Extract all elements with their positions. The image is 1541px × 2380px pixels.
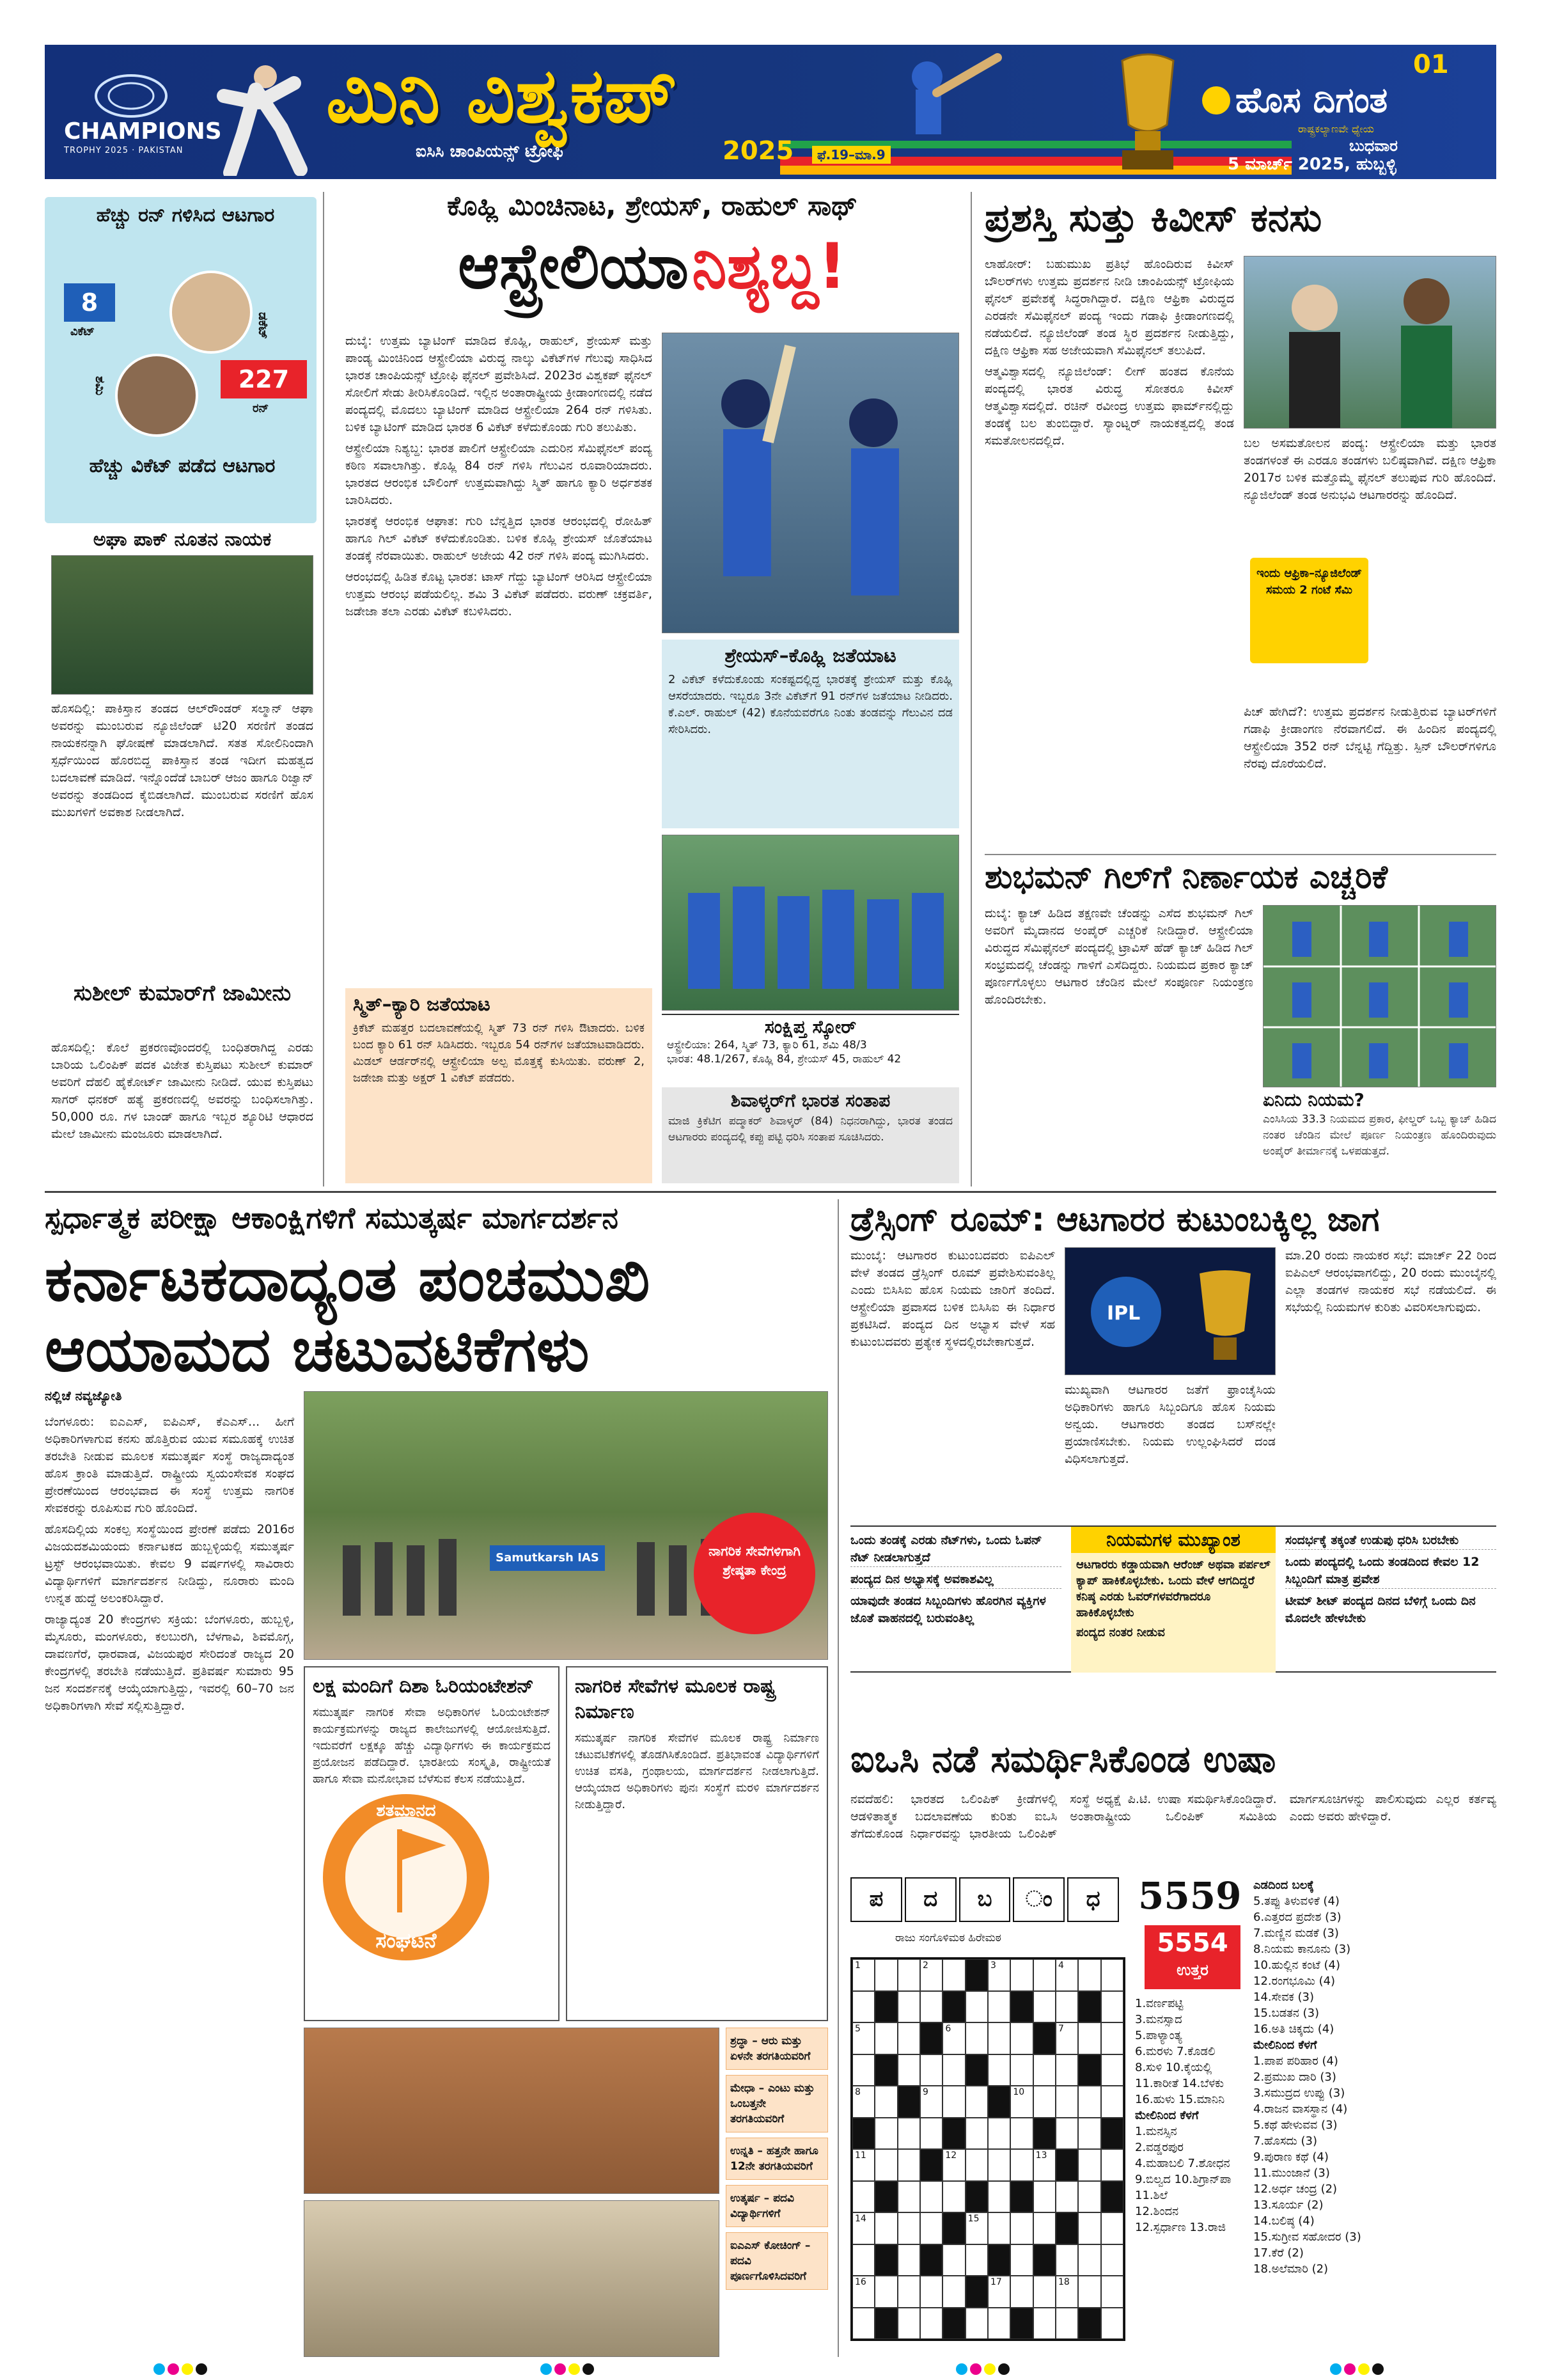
clue: 5.ತಪ್ಪು ತಿಳುವಳಿಕೆ (4) bbox=[1253, 1895, 1340, 1908]
registration-mark bbox=[196, 2363, 207, 2375]
rule-answer: ಎಂಸಿಸಿಯ 33.3 ನಿಯಮದ ಪ್ರಕಾರ, ಫೀಲ್ಡರ್ ಒಬ್ಬ ಕ್ಯಾಚ್ ಹಿಡಿದ ನಂತರ ಚೆಂಡಿನ ಮೇಲೆ ಪೂರ್ಣ ನಿಯಂತ್ರಣ ಹೊಂದಿರುವುದು ಅಂಪೈರ್ ತೀರ್ಮಾನಕ್ಕೆ ಒಳಪಡುತ್ತದೆ. bbox=[1263, 1113, 1496, 1158]
stats-bottom-value: 227 bbox=[221, 360, 307, 398]
stats-top-side-label: ಡಕೆಟ್ bbox=[256, 312, 271, 340]
clue: 2.ವಡ್ಡರಪುರ bbox=[1135, 2141, 1184, 2154]
stats-bottom-unit: ರನ್ bbox=[253, 402, 269, 415]
clue: 12.ರಂಗಭೂಮಿ (4) bbox=[1253, 1974, 1336, 1988]
ipl-body2: ಮುಖ್ಯವಾಗಿ ಆಟಗಾರರ ಜತೆಗೆ ಫ್ರಾಂಚೈಸಿಯ ಅಧಿಕಾರಿಗಳು ಹಾಗೂ ಸಿಬ್ಬಂದಿಗೂ ಹೊಸ ನಿಯಮ ಅನ್ವಯ. ಆಟಗಾರರು ತಂಡದ ಬಸ್‌ನಲ್ಲೇ ಪ್ರಯಾಣಿಸಬೇಕು. ನಿಯಮ ಉಲ್ಲಂಘಿಸಿದರೆ ದಂಡ ವಿಧಿಸಲಾಗುತ್ತದೆ. bbox=[1065, 1383, 1276, 1466]
stats-top-value: 8 bbox=[64, 283, 115, 322]
weekday: ಬುಧವಾರ bbox=[1349, 137, 1398, 155]
centenary-bottom: ಸಂಘಟನೆ bbox=[375, 1928, 437, 1953]
scorecard-aus: ಆಸ್ಟ್ರೇಲಿಯಾ: 264, ಸ್ಮಿತ್ 73, ಕ್ಯಾರಿ 61, ಶಮಿ 48/3 bbox=[667, 1039, 867, 1052]
crossword-title-letter: ಬ bbox=[959, 1877, 1011, 1922]
pakistan-players-photo bbox=[51, 555, 313, 695]
edu-headline-2: ಆಯಾಮದ ಚಟುವಟಿಕೆಗಳು bbox=[45, 1314, 590, 1385]
smith-carey-box bbox=[345, 988, 652, 1183]
stats-box bbox=[45, 197, 317, 523]
banner-text: Samutkarsh IAS bbox=[490, 1545, 605, 1571]
rule-item: ಆಟಗಾರರು ಕಡ್ಡಾಯವಾಗಿ ಆರೆಂಜ್ ಅಥವಾ ಪರ್ಪಲ್ ಕ್ಯಾಪ್ ಹಾಕಿಕೊಳ್ಳಬೇಕು. ಒಂದು ವೇಳೆ ಆಗದಿದ್ದರೆ ಕನಿಷ್ಠ ಎರಡು ಓವರ್‌ಗಳವರೆಗಾದರೂ ಹಾಕಿಕೊಳ್ಳಬೇಕು bbox=[1076, 1558, 1271, 1620]
masthead bbox=[45, 45, 1496, 179]
rule-item: ಒಂದು ಪಂದ್ಯದಲ್ಲಿ ಒಂದು ತಂಡದಿಂದ ಕೇವಲ 12 ಸಿಬ್ಬಂದಿಗೆ ಮಾತ್ರ ಪ್ರವೇಶ bbox=[1285, 1554, 1496, 1589]
crossword-author: ರಾಜು ಸಂಗೊಳಿಮಠ ಹಿರೇಮಠ bbox=[895, 1932, 1001, 1944]
clue: 9.ಪುರಾಣ ಕಥೆ (4) bbox=[1253, 2150, 1329, 2164]
nz-body4: ಪಿಚ್ ಹೇಗಿದೆ?: ಉತ್ತಮ ಪ್ರದರ್ಶನ ನೀಡುತ್ತಿರುವ ಬ್ಯಾಟರ್‌ಗಳಿಗೆ ಗಡಾಫಿ ಕ್ರೀಡಾಂಗಣ ನೆರವಾಗಲಿದೆ. ಈ ಹಿಂದಿನ ಪಂದ್ಯದಲ್ಲಿ ಆಸ್ಟ್ರೇಲಿಯಾ 352 ರನ್ ಬೆನ್ನಟ್ಟಿ ಗೆದ್ದಿತ್ತು. ಸ್ಪಿನ್ ಬೌಲರ್‌ಗಳಿಗೂ ನೆರವು ದೊರೆಯಲಿದೆ. bbox=[1244, 705, 1496, 771]
stats-bottom-label: ಹೆಚ್ಚು ವಿಕೆಟ್ ಪಡೆದ ಆಟಗಾರ bbox=[89, 455, 276, 477]
crossword-title-letter: ಂ bbox=[1013, 1877, 1065, 1922]
clue: 1.ವರ್ಣಪಟ್ಟಿ bbox=[1135, 1997, 1184, 2010]
trophy-icon bbox=[1106, 48, 1189, 179]
crossword-title-letter: ದ bbox=[905, 1877, 957, 1922]
rule-item: ಸಂದರ್ಭಕ್ಕೆ ತಕ್ಕಂತೆ ಉಡುಪು ಧರಿಸಿ ಬರಬೇಕು bbox=[1285, 1532, 1496, 1550]
orientation-body: ಸಮುತ್ಕರ್ಷ ನಾಗರಿಕ ಸೇವಾ ಅಧಿಕಾರಿಗಳ ಓರಿಯಂಟೇಶನ್ ಕಾರ್ಯಕ್ರಮಗಳನ್ನು ರಾಜ್ಯದ ಕಾಲೇಜುಗಳಲ್ಲಿ ಆಯೋಜಿಸುತ್ತಿದೆ. ಇದುವರೆಗೆ ಲಕ್ಷಕ್ಕೂ ಹೆಚ್ಚು ವಿದ್ಯಾರ್ಥಿಗಳು ಈ ಕಾರ್ಯಕ್ರಮದ ಪ್ರಯೋಜನ ಪಡೆದಿದ್ದಾರೆ. ಭಾರತೀಯ ಸಂಸ್ಕೃತಿ, ರಾಷ್ಟ್ರೀಯತೆ ಹಾಗೂ ಸೇವಾ ಮನೋಭಾವ ಬೆಳೆಸುವ ಕೆಲಸ ನಡೆಯುತ್ತಿದೆ. bbox=[313, 1706, 551, 1786]
clue: 6.ಎತ್ತರದ ಪ್ರದೇಶ (3) bbox=[1253, 1911, 1342, 1924]
paper-logo-icon bbox=[1202, 86, 1230, 114]
clues bbox=[1253, 1877, 1496, 2357]
crossword-title-letter: ಪ bbox=[850, 1877, 902, 1922]
lead-kicker: ಕೊಹ್ಲಿ ಮಿಂಚಿನಾಟ, ಶ್ರೇಯಸ್, ರಾಹುಲ್ ಸಾಥ್ bbox=[447, 190, 857, 221]
ipl-body: ಮುಂಬೈ: ಆಟಗಾರರ ಕುಟುಂಬದವರು ಐಪಿಎಲ್ ವೇಳೆ ತಂಡದ ಡ್ರೆಸ್ಸಿಂಗ್ ರೂಮ್ ಪ್ರವೇಶಿಸುವಂತಿಲ್ಲ ಎಂದು ಬಿಸಿಸಿಐ ಹೊಸ ನಿಯಮ ಜಾರಿಗೆ ತಂದಿದೆ. ಆಸ್ಟ್ರೇಲಿಯಾ ಪ್ರವಾಸದ ಬಳಿಕ ಬಿಸಿಸಿಐ ಈ ನಿರ್ಧಾರ ಪ್ರಕಟಿಸಿದೆ. ಪಂದ್ಯದ ದಿನ ಅಭ್ಯಾಸ ವೇಳೆ ಸಹ ಕುಟುಂಬದವರು ಪ್ರತ್ಯೇಕ ಸ್ಥಳದಲ್ಲಿರಬೇಕಾಗುತ್ತದೆ. bbox=[850, 1249, 1055, 1349]
registration-mark bbox=[568, 2363, 580, 2375]
registration-mark bbox=[1372, 2363, 1384, 2375]
list-item: ಉನ್ನತಿ – ಹತ್ತನೇ ಹಾಗೂ 12ನೇ ತರಗತಿಯವರಿಗೆ bbox=[726, 2138, 828, 2180]
rule-item: ಪಂದ್ಯದ ನಂತರ ನೀಡುವ bbox=[1076, 1626, 1165, 1640]
match-badge: ಇಂದು ಆಫ್ರಿಕಾ–ನ್ಯೂಜಿಲೆಂಡ್ ಸಮಯ 2 ಗಂಟೆ ಸೆಮಿ bbox=[1250, 558, 1368, 663]
clue: 14.ಬಲಿಷ್ಠ (4) bbox=[1253, 2214, 1315, 2228]
svg-text:IPL: IPL bbox=[1107, 1302, 1141, 1325]
paper-tagline: ರಾಷ್ಟ್ರಕಲ್ಯಾಣವೇ ಧ್ಯೇಯ bbox=[1298, 123, 1374, 135]
gill-catch-photo bbox=[1263, 905, 1496, 1087]
clue: 9.ಬಿಲ್ವದ 10.ಶಿಗ್ರಾನ್‌ಪಾ bbox=[1135, 2173, 1232, 2186]
registration-mark bbox=[1330, 2363, 1342, 2375]
divider bbox=[838, 1199, 839, 2357]
clue: 1.ಪಾಪ ಪರಿಹಾರ (4) bbox=[1253, 2054, 1338, 2068]
masthead-subtitle: ಐಸಿಸಿ ಚಾಂಪಿಯನ್ಸ್ ಟ್ರೋಫಿ bbox=[416, 142, 563, 161]
edu-kicker: ಸ್ಪರ್ಧಾತ್ಮಕ ಪರೀಕ್ಷಾ ಆಕಾಂಕ್ಷಿಗಳಿಗೆ ಸಮುತ್ಕರ್ಷ ಮಾರ್ಗದರ್ಶನ bbox=[45, 1201, 618, 1235]
clue: 13.ಸೂರ್ಯ (2) bbox=[1253, 2198, 1324, 2212]
lead-body: ದುಬೈ: ಉತ್ತಮ ಬ್ಯಾಟಿಂಗ್ ಮಾಡಿದ ಕೊಹ್ಲಿ, ರಾಹುಲ್, ಶ್ರೇಯಸ್ ಮತ್ತು ಪಾಂಡ್ಯ ಮಿಂಚಿನಿಂದ ಆಸ್ಟ್ರೇಲಿಯಾ ವಿರುದ್ಧ ನಾಲ್ಕು ವಿಕೆಟ್‌ಗಳ ಗೆಲುವು ಸಾಧಿಸಿದ ಭಾರತ ಚಾಂಪಿಯನ್ಸ್ ಟ್ರೋಫಿ ಫೈನಲ್ ಪ್ರವೇಶಿಸಿದೆ. 2023ರ ವಿಶ್ವಕಪ್ ಫೈನಲ್ ಸೋಲಿಗೆ ಸೇಡು ತೀರಿಸಿಕೊಂಡಿದೆ. ಇಲ್ಲಿನ ಅಂತಾರಾಷ್ಟ್ರೀಯ ಕ್ರೀಡಾಂಗಣದಲ್ಲಿ ನಡೆದ ಪಂದ್ಯದಲ್ಲಿ ಮೊದಲು ಬ್ಯಾಟಿಂಗ್ ಮಾಡಿದ ಆಸ್ಟ್ರೇಲಿಯಾ 264 ರನ್ ಗಳಿಸಿತು. ಬಳಿಕ ಬ್ಯಾಟಿಂಗ್ ಮಾಡಿದ ಭಾರತ 6 ವಿಕೆಟ್ ಕಳೆದುಕೊಂಡು ಗುರಿ ತಲುಪಿತು. ಆಸ್ಟ್ರೇಲಿಯಾ ನಿಶ್ಯಬ್ದ: ಭಾರತ ಪಾಲಿಗೆ ಆಸ್ಟ್ರೇಲಿಯಾ ಎದುರಿನ ಸೆಮಿಫೈನಲ್ ಪಂದ್ಯ ಕಠಿಣ ಸವಾಲಾಗಿತ್ತು. ಕೊಹ್ಲಿ 84 ರನ್ ಗಳಿಸಿ ಗೆಲುವಿನ ರೂವಾರಿಯಾದರು. ಭಾರತದ ಆರಂಭಿಕ ಬೌಲಿಂಗ್ ಉತ್ತಮವಾಗಿದ್ದು ಸ್ಮಿತ್ ಹಾಗೂ ಕ್ಯಾರಿ ಅರ್ಧಶತಕ ಬಾರಿಸಿದರು. ಭಾರತಕ್ಕೆ ಆರಂಭಿಕ ಆಘಾತ: ಗುರಿ ಬೆನ್ನತ್ತಿದ ಭಾರತ ಆರಂಭದಲ್ಲಿ ರೋಹಿತ್ ಹಾಗೂ ಗಿಲ್ ವಿಕೆಟ್ ಕಳೆದುಕೊಂಡಿತು. ಬಳಿಕ ಕೊಹ್ಲಿ ಶ್ರೇಯಸ್ ಜೊತೆಯಾಟ ತಂಡಕ್ಕೆ ನೆರವಾಯಿತು. ರಾಹುಲ್ ಅಜೇಯ 42 ರನ್ ಗಳಿಸಿ ಪಂದ್ಯ ಮುಗಿಸಿದರು. ಆರಂಭದಲ್ಲಿ ಹಿಡಿತ ಕೊಟ್ಟ ಭಾರತ: ಟಾಸ್ ಗೆದ್ದು ಬ್ಯಾಟಿಂಗ್ ಆರಿಸಿದ ಆಸ್ಟ್ರೇಲಿಯಾ ಉತ್ತಮ ಆರಂಭ ಪಡೆಯಲಿಲ್ಲ. ಶಮಿ 3 ವಿಕೆಟ್ ಪಡೆದರು. ವರುಣ್ ಚಕ್ರವರ್ತಿ, ಜಡೇಜಾ ತಲಾ ಎರಡು ವಿಕೆಟ್ ಕಬಳಿಸಿದರು. bbox=[345, 334, 652, 619]
registration-mark bbox=[1358, 2363, 1370, 2375]
nz-body: ಲಾಹೋರ್: ಬಹುಮುಖ ಪ್ರತಿಭೆ ಹೊಂದಿರುವ ಕಿವೀಸ್ ಬೌಲರ್‌ಗಳು ಉತ್ತಮ ಪ್ರದರ್ಶನ ನೀಡಿ ಚಾಂಪಿಯನ್ಸ್ ಟ್ರೋಫಿಯ ಫೈನಲ್ ಪ್ರವೇಶಕ್ಕೆ ಸಿದ್ಧರಾಗಿದ್ದಾರೆ. ದಕ್ಷಿಣ ಆಫ್ರಿಕಾ ವಿರುದ್ಧದ ಎರಡನೇ ಸೆಮಿಫೈನಲ್ ಪಂದ್ಯ ಇಂದು ಗಡಾಫಿ ಕ್ರೀಡಾಂಗಣದಲ್ಲಿ ನಡೆಯಲಿದೆ. ನ್ಯೂಜಿಲೆಂಡ್ ತಂಡ ಸ್ಥಿರ ಪ್ರದರ್ಶನ ನೀಡುತ್ತಿದ್ದು, ದಕ್ಷಿಣ ಆಫ್ರಿಕಾ ಸಹ ಅಜೇಯವಾಗಿ ಸೆಮಿಫೈನಲ್ ತಲುಪಿದೆ. ಆತ್ಮವಿಶ್ವಾಸದಲ್ಲಿ ನ್ಯೂಜಿಲೆಂಡ್: ಲೀಗ್ ಹಂತದ ಕೊನೆಯ ಪಂದ್ಯದಲ್ಲಿ ಭಾರತ ವಿರುದ್ಧ ಸೋತರೂ ಕಿವೀಸ್ ಆತ್ಮವಿಶ್ವಾಸದಲ್ಲಿದೆ. ರಚಿನ್ ರವೀಂದ್ರ ಉತ್ತಮ ಫಾರ್ಮ್‌ನಲ್ಲಿದ್ದು ತಂಡಕ್ಕೆ ಬಲ ತುಂಬಿದ್ದಾರೆ. ಸ್ಯಾಂಟ್ನರ್ ನಾಯಕತ್ವದಲ್ಲಿ ತಂಡ ಸಮತೋಲನದಲ್ಲಿದೆ. bbox=[985, 257, 1234, 448]
rule-explainer bbox=[1263, 1091, 1496, 1183]
centenary-top: ಶತಮಾನದ bbox=[376, 1801, 436, 1820]
registration-mark bbox=[583, 2363, 594, 2375]
clue: 2.ಪ್ರಮುಖ ದಾರಿ (3) bbox=[1253, 2070, 1336, 2084]
clue: 8.ಸುಳಿ 10.ಕೈಯಲ್ಲಿ bbox=[1135, 2061, 1212, 2074]
clue: 18.ಅಲೆಮಾರಿ (2) bbox=[1253, 2262, 1329, 2276]
rule-item: ಒಂದು ತಂಡಕ್ಕೆ ಎರಡು ನೆಟ್‌ಗಳು, ಒಂದು ಓಪನ್ ನೆಟ್ ನೀಡಲಾಗುತ್ತದೆ bbox=[850, 1532, 1061, 1567]
clue: 1.ಮನಸ್ಸಿನ bbox=[1135, 2125, 1177, 2138]
registration-mark bbox=[182, 2363, 193, 2375]
partnership-box bbox=[662, 640, 959, 828]
crossword-grid[interactable]: 1 2 3 4 5 6 7 8 9 10 11 12 13 14 15 16 17 18 bbox=[850, 1957, 1125, 2341]
rule-item: ಟೀಮ್ ಶೀಟ್ ಪಂದ್ಯದ ದಿನದ ಬೆಳಿಗ್ಗೆ ಒಂದು ದಿನ ಮೊದಲೇ ಹೇಳಬೇಕು bbox=[1285, 1594, 1476, 1625]
registration-mark bbox=[153, 2363, 165, 2375]
divider bbox=[323, 192, 324, 1186]
clue: 3.ಸಮುದ್ರದ ಉಪ್ಪು (3) bbox=[1253, 2086, 1345, 2100]
classroom-photo bbox=[304, 2028, 719, 2194]
clue: ಮೇಲಿನಿಂದ ಕೆಳಗೆ bbox=[1135, 2109, 1199, 2122]
scorecard-box bbox=[662, 1014, 959, 1084]
gill-headline: ಶುಭಮನ್ ಗಿಲ್‌ಗೆ ನಿರ್ಣಾಯಕ ಎಚ್ಚರಿಕೆ bbox=[985, 858, 1388, 895]
ipl-body3: ಮಾ.20 ರಂದು ನಾಯಕರ ಸಭೆ: ಮಾರ್ಚ್ 22 ರಿಂದ ಐಪಿಎಲ್ ಆರಂಭವಾಗಲಿದ್ದು, 20 ರಂದು ಮುಂಬೈನಲ್ಲಿ ಎಲ್ಲಾ ತಂಡಗಳ ನಾಯಕರ ಸಭೆ ನಡೆಯಲಿದೆ. ಈ ಸಭೆಯಲ್ಲಿ ನಿಯಮಗಳ ಕುರಿತು ವಿವರಿಸಲಾಗುವುದು. bbox=[1285, 1249, 1496, 1314]
stats-bottom-side-label: ಶಮಿ bbox=[93, 376, 108, 396]
clue: 5.ಪಾಳ್ಯಾಂತ್ಯ bbox=[1135, 2029, 1182, 2042]
clue: 14.ಸೇವಕ (3) bbox=[1253, 1990, 1314, 2004]
clue: 6.ಮರಳು 7.ಕೊಡಲಿ bbox=[1135, 2045, 1216, 2058]
kohli-rahul-photo bbox=[662, 333, 959, 633]
lead-headline bbox=[345, 230, 959, 304]
clue: 7.ಹೊಸದು (3) bbox=[1253, 2134, 1317, 2148]
partnership-headline: ಶ್ರೇಯಸ್–ಕೊಹ್ಲಿ ಜತೆಯಾಟ bbox=[724, 645, 896, 667]
prev-answers bbox=[1135, 1996, 1247, 2354]
bowler-figure bbox=[205, 58, 320, 176]
usha-headline: ಐಒಸಿ ನಡೆ ಸಮರ್ಥಿಸಿಕೊಂಡ ಉಷಾ bbox=[850, 1737, 1276, 1781]
clue: 12.ಅರ್ಧ ಚಂದ್ರ (2) bbox=[1253, 2182, 1338, 2196]
clue: 11.ಶಿಲೆ bbox=[1135, 2189, 1168, 2202]
clue: 15.ಸುಗ್ರೀವ ಸಹೋದರ (3) bbox=[1253, 2230, 1361, 2244]
sushil-headline: ಸುಶೀಲ್ ಕುಮಾರ್‌ಗೆ ಜಾಮೀನು bbox=[73, 981, 292, 1006]
shivalkar-box bbox=[662, 1087, 959, 1183]
clue: 7.ಮಣ್ಣಿನ ಮಡಕೆ (3) bbox=[1253, 1927, 1339, 1940]
shivalkar-headline: ಶಿವಾಳ್ಕರ್‌ಗೆ ಭಾರತ ಸಂತಾಪ bbox=[730, 1090, 891, 1111]
rule-item: ಯಾವುದೇ ತಂಡದ ಸಿಬ್ಬಂದಿಗಳು ಹೊರಗಿನ ವ್ಯಕ್ತಿಗಳ ಜೊತೆ ವಾಹನದಲ್ಲಿ ಬರುವಂತಿಲ್ಲ bbox=[850, 1594, 1046, 1625]
divider bbox=[45, 1191, 1496, 1193]
edu-photo-badge: ನಾಗರಿಕ ಸೇವೆಗಳಿಗಾಗಿ ಶ್ರೇಷ್ಠತಾ ಕೇಂದ್ರ bbox=[694, 1513, 815, 1634]
masthead-title: ಮಿನಿ ವಿಶ್ವಕಪ್ bbox=[326, 51, 677, 139]
divider bbox=[985, 854, 1496, 855]
pak-body: ಹೊಸದಿಲ್ಲಿ: ಪಾಕಿಸ್ತಾನ ತಂಡದ ಆಲ್‌ರೌಂಡರ್ ಸಲ್ಮಾನ್ ಆಘಾ ಅವರನ್ನು ಮುಂಬರುವ ನ್ಯೂಜಿಲೆಂಡ್ ಟಿ20 ಸರಣಿಗೆ ತಂಡದ ನಾಯಕನನ್ನಾಗಿ ಘೋಷಣೆ ಮಾಡಲಾಗಿದೆ. ಸತತ ಸೋಲಿನಿಂದಾಗಿ ಸ್ಪರ್ಧೆಯಿಂದ ಹೊರಬಿದ್ದ ಪಾಕಿಸ್ತಾನ ತಂಡ ಇದೀಗ ಮಹತ್ವದ ಬದಲಾವಣೆ ಮಾಡಿದೆ. ಇನ್ನೊಂದೆಡೆ ಬಾಬರ್ ಆಜಂ ಹಾಗೂ ರಿಜ್ವಾನ್ ಅವರನ್ನು ತಂಡದಿಂದ ಕೈಬಿಡಲಾಗಿದೆ. ಮುಂಬರುವ ಸರಣಿಗೆ ಹೊಸ ಮುಖಗಳಿಗೆ ಅವಕಾಶ ನೀಡಲಾಗಿದೆ. bbox=[51, 702, 313, 819]
orientation-headline: ಲಕ್ಷ ಮಂದಿಗೆ ದಿಶಾ ಓರಿಯಂಟೇಶನ್ bbox=[313, 1675, 534, 1698]
registration-mark bbox=[998, 2363, 1010, 2375]
gill-body: ದುಬೈ: ಕ್ಯಾಚ್ ಹಿಡಿದ ತಕ್ಷಣವೇ ಚೆಂಡನ್ನು ಎಸೆದ ಶುಭಮನ್ ಗಿಲ್ ಅವರಿಗೆ ಮೈದಾನದ ಅಂಪೈರ್ ಎಚ್ಚರಿಕೆ ನೀಡಿದ್ದಾರೆ. ಆಸ್ಟ್ರೇಲಿಯಾ ವಿರುದ್ಧದ ಸೆಮಿಫೈನಲ್ ಪಂದ್ಯದಲ್ಲಿ ಟ್ರಾವಿಸ್ ಹೆಡ್ ಕ್ಯಾಚ್ ಹಿಡಿದ ಗಿಲ್ ಸಂಭ್ರಮದಲ್ಲಿ ಚೆಂಡನ್ನು ಗಾಳಿಗೆ ಎಸೆದಿದ್ದರು. ನಿಯಮದ ಪ್ರಕಾರ ಕ್ಯಾಚ್ ಪೂರ್ಣಗೊಳ್ಳಲು ಆಟಗಾರ ಚೆಂಡಿನ ಮೇಲೆ ಸಂಪೂರ್ಣ ನಿಯಂತ್ರಣ ಹೊಂದಿರಬೇಕು. bbox=[985, 906, 1253, 1007]
event-logo: CHAMPIONS bbox=[64, 118, 222, 145]
clue: 8.ನಿಯಮ ಕಾನೂನು (3) bbox=[1253, 1943, 1351, 1956]
centenary-logo bbox=[304, 1785, 508, 1970]
india-team-photo bbox=[662, 835, 959, 1011]
nz-body2: ಬಲ ಅಸಮತೋಲನ ಪಂದ್ಯ: ಆಸ್ಟ್ರೇಲಿಯಾ ಮತ್ತು ಭಾರತ ತಂಡಗಳಂತೆ ಈ ಎರಡೂ ತಂಡಗಳು ಬಲಿಷ್ಠವಾಗಿವೆ. ದಕ್ಷಿಣ ಆಫ್ರಿಕಾ 2017ರ ಬಳಿಕ ಮತ್ತೊಮ್ಮೆ ಫೈನಲ್ ತಲುಪುವ ಗುರಿ ಹೊಂದಿದೆ. ನ್ಯೂಜಿಲೆಂಡ್ ತಂಡ ಅನುಭವಿ ಆಟಗಾರರನ್ನು ಹೊಂದಿದೆ. bbox=[1244, 436, 1496, 502]
clue: 15.ಬಡತನ (3) bbox=[1253, 2006, 1320, 2020]
list-item: ಶ್ರದ್ಧಾ – ಆರು ಮತ್ತು ಏಳನೇ ತರಗತಿಯವರಿಗೆ bbox=[726, 2028, 828, 2070]
stats-top-unit: ವಿಕೆಟ್ bbox=[70, 325, 95, 338]
nation-building-box bbox=[566, 1666, 828, 2021]
batter-figure bbox=[876, 51, 1010, 154]
clue: 5.ಕಥೆ ಹೇಳುವವ (3) bbox=[1253, 2118, 1338, 2132]
students-photo bbox=[304, 2200, 719, 2357]
nz-sa-captains-photo bbox=[1244, 256, 1496, 429]
clue: ಮೇಲಿನಿಂದ ಕೆಳಗೆ bbox=[1253, 2038, 1317, 2052]
clue: 11.ಮುಂಜಾನೆ (3) bbox=[1253, 2166, 1330, 2180]
crossword-title-letter: ಧ bbox=[1067, 1877, 1119, 1922]
event-logo-sub: TROPHY 2025 · PAKISTAN bbox=[64, 146, 184, 155]
nz-headline: ಪ್ರಶಸ್ತಿ ಸುತ್ತು ಕಿವೀಸ್ ಕನಸು bbox=[985, 196, 1322, 240]
program-list bbox=[726, 2028, 828, 2357]
smith-carey-headline: ಸ್ಮಿತ್–ಕ್ಯಾರಿ ಜತೆಯಾಟ bbox=[353, 993, 490, 1016]
ipl-logo-photo bbox=[1065, 1247, 1276, 1375]
lead-headline-a: ಆಸ್ಟ್ರೇಲಿಯಾ bbox=[458, 230, 689, 303]
list-item: ಉತ್ಕರ್ಷ – ಪದವಿ ವಿದ್ಯಾರ್ಥಿಗಳಿಗೆ bbox=[726, 2185, 828, 2227]
nation-building-headline: ನಾಗರಿಕ ಸೇವೆಗಳ ಮೂಲಕ ರಾಷ್ಟ್ರ ನಿರ್ಮಾಣ bbox=[575, 1675, 776, 1723]
prev-answer-badge: 5554 ಉತ್ತರ bbox=[1145, 1925, 1240, 1989]
clue: 10.ಹುಲ್ಲಿನ ಕಂಟೆ (4) bbox=[1253, 1958, 1340, 1972]
crossword-title bbox=[850, 1877, 1119, 1922]
clue: 17.ಕೆರೆ (2) bbox=[1253, 2246, 1304, 2260]
date: 5 ಮಾರ್ಚ್ 2025, ಹುಬ್ಬಳ್ಳಿ bbox=[1228, 155, 1396, 174]
clue: 16.ಅತಿ ಚಿಕ್ಕದು (4) bbox=[1253, 2022, 1334, 2036]
list-item: ಐಎಎಸ್ ಕೋಚಿಂಗ್ – ಪದವಿ ಪೂರ್ಣಗೊಳಿಸಿದವರಿಗೆ bbox=[726, 2232, 828, 2290]
registration-mark bbox=[956, 2363, 967, 2375]
list-item: ಮೇಧಾ – ಎಂಟು ಮತ್ತು ಒಂಬತ್ತನೇ ತರಗತಿಯವರಿಗೆ bbox=[726, 2075, 828, 2132]
clue: 4.ಮಹಾಬಲಿ 7.ಶೋಧನ bbox=[1135, 2157, 1230, 2170]
sushil-body: ಹೊಸದಿಲ್ಲಿ: ಕೊಲೆ ಪ್ರಕರಣವೊಂದರಲ್ಲಿ ಬಂಧಿತರಾಗಿದ್ದ ಎರಡು ಬಾರಿಯ ಒಲಿಂಪಿಕ್ ಪದಕ ವಿಜೇತ ಕುಸ್ತಿಪಟು ಸುಶೀಲ್ ಕುಮಾರ್ ಅವರಿಗೆ ದೆಹಲಿ ಹೈಕೋರ್ಟ್ ಜಾಮೀನು ನೀಡಿದೆ. ಯುವ ಕುಸ್ತಿಪಟು ಸಾಗರ್ ಧನಕರ್ ಹತ್ಯೆ ಪ್ರಕರಣದಲ್ಲಿ ಅವರನ್ನು ಬಂಧಿಸಲಾಗಿತ್ತು. 50,000 ರೂ. ಗಳ ಬಾಂಡ್ ಹಾಗೂ ಇಬ್ಬರ ಶ್ಯೂರಿಟಿ ಆಧಾರದ ಮೇಲೆ ಜಾಮೀನು ಮಂಜೂರು ಮಾಡಲಾಗಿದೆ. bbox=[51, 1041, 313, 1141]
clue: 11.ಕಾರೀತೆ 14.ಬೆಳಕು bbox=[1135, 2077, 1224, 2090]
avatar bbox=[169, 271, 253, 354]
registration-mark bbox=[168, 2363, 179, 2375]
registration-mark bbox=[554, 2363, 566, 2375]
clue: 3.ಮನಸ್ಸಾದ bbox=[1135, 2013, 1182, 2026]
scorecard-ind: ಭಾರತ: 48.1/267, ಕೊಹ್ಲಿ 84, ಶ್ರೇಯಸ್ 45, ರಾಹುಲ್ 42 bbox=[667, 1053, 902, 1066]
registration-mark bbox=[1344, 2363, 1356, 2375]
edu-body: ಬೆಂಗಳೂರು: ಐಎಎಸ್, ಐಪಿಎಸ್, ಕೆಎಎಸ್... ಹೀಗೆ ಅಧಿಕಾರಿಗಳಾಗುವ ಕನಸು ಹೊತ್ತಿರುವ ಯುವ ಸಮೂಹಕ್ಕೆ ಉಚಿತ ತರಬೇತಿ ನೀಡುವ ಮೂಲಕ ಸಮುತ್ಕರ್ಷ ಸಂಸ್ಥೆ ರಾಜ್ಯದಾದ್ಯಂತ ಹೊಸ ಕ್ರಾಂತಿ ಮಾಡುತ್ತಿದೆ. ರಾಷ್ಟ್ರೀಯ ಸ್ವಯಂಸೇವಕ ಸಂಘದ ಪ್ರೇರಣೆಯಿಂದ ಆರಂಭವಾದ ಈ ಸಂಸ್ಥೆ ಉತ್ತಮ ನಾಗರಿಕ ಸೇವಕರನ್ನು ರೂಪಿಸುವ ಗುರಿ ಹೊಂದಿದೆ. ಹೊಸದಿಲ್ಲಿಯ ಸಂಕಲ್ಪ ಸಂಸ್ಥೆಯಿಂದ ಪ್ರೇರಣೆ ಪಡೆದು 2016ರ ವಿಜಯದಶಮಿಯಂದು ಕರ್ನಾಟಕದ ಹುಬ್ಬಳ್ಳಿಯಲ್ಲಿ ಸಮುತ್ಕರ್ಷ ಟ್ರಸ್ಟ್ ಆರಂಭವಾಯಿತು. ಕೇವಲ 9 ವರ್ಷಗಳಲ್ಲಿ ಸಾವಿರಾರು ವಿದ್ಯಾರ್ಥಿಗಳಿಗೆ ಮಾರ್ಗದರ್ಶನ ನೀಡಿದ್ದು, ನೂರಾರು ಮಂದಿ ಉನ್ನತ ಹುದ್ದೆ ಅಲಂಕರಿಸಿದ್ದಾರೆ. ರಾಜ್ಯಾದ್ಯಂತ 20 ಕೇಂದ್ರಗಳು ಸಕ್ರಿಯ: ಬೆಂಗಳೂರು, ಹುಬ್ಬಳ್ಳಿ, ಮೈಸೂರು, ಮಂಗಳೂರು, ಕಲಬುರಗಿ, ಬೆಳಗಾವಿ, ಶಿವಮೊಗ್ಗ, ದಾವಣಗೆರೆ, ಧಾರವಾಡ, ವಿಜಯಪುರ ಸೇರಿದಂತೆ ರಾಜ್ಯದ 20 ಕೇಂದ್ರಗಳಲ್ಲಿ ತರಬೇತಿ ನಡೆಯುತ್ತಿದೆ. ಪ್ರತಿವರ್ಷ ಸುಮಾರು 95 ಜನ ಸಂದರ್ಶನಕ್ಕೆ ಆಯ್ಕೆಯಾಗುತ್ತಿದ್ದು, ಇವರಲ್ಲಿ 60–70 ಜನ ಅಧಿಕಾರಿಗಳಾಗಿ ಸೇವೆ ಸಲ್ಲಿಸುತ್ತಿದ್ದಾರೆ. bbox=[45, 1415, 294, 1713]
paper-name: ಹೊಸ ದಿಗಂತ bbox=[1202, 80, 1388, 121]
scorecard-headline: ಸಂಕ್ಷಿಪ್ತ ಸ್ಕೋರ್ bbox=[764, 1016, 857, 1037]
divider bbox=[971, 192, 972, 1186]
pak-headline: ಅಘಾ ಪಾಕ್ ನೂತನ ನಾಯಕ bbox=[93, 528, 272, 551]
edu-byline: ನಲ್ಲಿಚೆ ನವ್ಯಜ್ಯೋತಿ bbox=[45, 1388, 122, 1403]
clue: 4.ರಾಜನ ವಾಸಸ್ಥಾನ (4) bbox=[1253, 2102, 1348, 2116]
lead-headline-b: ನಿಶ್ಯಬ್ದ! bbox=[692, 230, 847, 303]
registration-mark bbox=[970, 2363, 982, 2375]
nation-building-body: ಸಮುತ್ಕರ್ಷ ನಾಗರಿಕ ಸೇವೆಗಳ ಮೂಲಕ ರಾಷ್ಟ್ರ ನಿರ್ಮಾಣ ಚಟುವಟಿಕೆಗಳಲ್ಲಿ ತೊಡಗಿಸಿಕೊಂಡಿದೆ. ಪ್ರತಿಭಾವಂತ ವಿದ್ಯಾರ್ಥಿಗಳಿಗೆ ಉಚಿತ ವಸತಿ, ಗ್ರಂಥಾಲಯ, ಮಾರ್ಗದರ್ಶನ ನೀಡಲಾಗುತ್ತಿದೆ. ಆಯ್ಕೆಯಾದ ಅಧಿಕಾರಿಗಳು ಪುನಃ ಸಂಸ್ಥೆಗೆ ಮರಳಿ ಮಾರ್ಗದರ್ಶನ ನೀಡುತ್ತಿದ್ದಾರೆ. bbox=[575, 1731, 819, 1811]
registration-mark bbox=[984, 2363, 996, 2375]
ipl-rules-box bbox=[850, 1525, 1496, 1673]
rule-question: ಏನಿದು ನಿಯಮ? bbox=[1263, 1089, 1365, 1110]
rule-item: ಪಂದ್ಯದ ದಿನ ಅಭ್ಯಾಸಕ್ಕೆ ಅವಕಾಶವಿಲ್ಲ bbox=[850, 1571, 1061, 1589]
champions-logo bbox=[58, 70, 222, 166]
page-number: 01 bbox=[1413, 50, 1449, 79]
crossword-number: 5559 bbox=[1138, 1874, 1242, 1918]
clue: 16.ಹುಳು 15.ಮಾನಿನಿ bbox=[1135, 2093, 1225, 2106]
clue: 12.ಶಿಂದನ bbox=[1135, 2205, 1179, 2218]
rules-title: ನಿಯಮಗಳ ಮುಖ್ಯಾಂಶ bbox=[1071, 1527, 1276, 1553]
masthead-year: 2025 bbox=[723, 136, 794, 166]
clues-title: ಎಡದಿಂದ ಬಲಕ್ಕೆ bbox=[1253, 1879, 1314, 1892]
usha-body: ನವದೆಹಲಿ: ಭಾರತದ ಒಲಿಂಪಿಕ್ ಕ್ರೀಡೆಗಳಲ್ಲಿ ಆಡಳಿತಾತ್ಮಕ ಬದಲಾವಣೆಯ ಕುರಿತು ಐಒಸಿ ತೆಗೆದುಕೊಂಡ ನಿರ್ಧಾರವನ್ನು ಭಾರತೀಯ ಒಲಿಂಪಿಕ್ ಸಂಸ್ಥೆ ಅಧ್ಯಕ್ಷೆ ಪಿ.ಟಿ. ಉಷಾ ಸಮರ್ಥಿಸಿಕೊಂಡಿದ್ದಾರೆ. ಅಂತಾರಾಷ್ಟ್ರೀಯ ಒಲಿಂಪಿಕ್ ಸಮಿತಿಯ ಮಾರ್ಗಸೂಚಿಗಳನ್ನು ಪಾಲಿಸುವುದು ಎಲ್ಲರ ಕರ್ತವ್ಯ ಎಂದು ಅವರು ಹೇಳಿದ್ದಾರೆ. bbox=[850, 1792, 1496, 1841]
edu-headline-1: ಕರ್ನಾಟಕದಾದ್ಯಂತ ಪಂಚಮುಖಿ bbox=[45, 1243, 650, 1315]
shivalkar-body: ಮಾಜಿ ಕ್ರಿಕೆಟಿಗ ಪದ್ಮಾಕರ್ ಶಿವಾಳ್ಕರ್ (84) ನಿಧನರಾಗಿದ್ದು, ಭಾರತ ತಂಡದ ಆಟಗಾರರು ಪಂದ್ಯದಲ್ಲಿ ಕಪ್ಪು ಪಟ್ಟಿ ಧರಿಸಿ ಸಂತಾಪ ಸೂಚಿಸಿದರು. bbox=[668, 1115, 953, 1144]
stats-top-label: ಹೆಚ್ಚು ರನ್ ಗಳಿಸಿದ ಆಟಗಾರ bbox=[96, 204, 275, 226]
partnership-body: 2 ವಿಕೆಟ್ ಕಳೆದುಕೊಂಡು ಸಂಕಷ್ಟದಲ್ಲಿದ್ದ ಭಾರತಕ್ಕೆ ಶ್ರೇಯಸ್ ಮತ್ತು ಕೊಹ್ಲಿ ಆಸರೆಯಾದರು. ಇಬ್ಬರೂ 3ನೇ ವಿಕೆಟ್‌ಗೆ 91 ರನ್‌ಗಳ ಜತೆಯಾಟ ನೀಡಿದರು. ಕೆ.ಎಲ್. ರಾಹುಲ್ (42) ಕೊನೆಯವರೆಗೂ ನಿಂತು ತಂಡವನ್ನು ಗೆಲುವಿನ ದಡ ಸೇರಿಸಿದರು. bbox=[668, 672, 953, 736]
clue: 12.ಸ್ಪರ್ಧಾಣ 13.ರಾಜಿ bbox=[1135, 2221, 1226, 2234]
registration-mark bbox=[540, 2363, 552, 2375]
avatar bbox=[115, 354, 198, 437]
smith-carey-body: ಕ್ರಿಕೆಟ್ ಮಹತ್ತರ ಬದಲಾವಣೆಯಲ್ಲಿ ಸ್ಮಿತ್ 73 ರನ್ ಗಳಿಸಿ ಔಟಾದರು. ಬಳಿಕ ಬಂದ ಕ್ಯಾರಿ 61 ರನ್ ಸಿಡಿಸಿದರು. ಇಬ್ಬರೂ 54 ರನ್‌ಗಳ ಜತೆಯಾಟವಾಡಿದರು. ಮಿಡಲ್ ಆರ್ಡರ್‌ನಲ್ಲಿ ಆಸ್ಟ್ರೇಲಿಯಾ ಅಲ್ಪ ಮೊತ್ತಕ್ಕೆ ಕುಸಿಯಿತು. ವರುಣ್ 2, ಜಡೇಜಾ ಮತ್ತು ಅಕ್ಷರ್ 1 ವಿಕೆಟ್ ಪಡೆದರು. bbox=[353, 1021, 645, 1085]
masthead-dates: ಫೆ.19–ಮಾ.9 bbox=[812, 146, 891, 164]
ipl-headline: ಡ್ರೆಸ್ಸಿಂಗ್ ರೂಮ್: ಆಟಗಾರರ ಕುಟುಂಬಕ್ಕಿಲ್ಲ ಜಾಗ bbox=[850, 1201, 1380, 1239]
